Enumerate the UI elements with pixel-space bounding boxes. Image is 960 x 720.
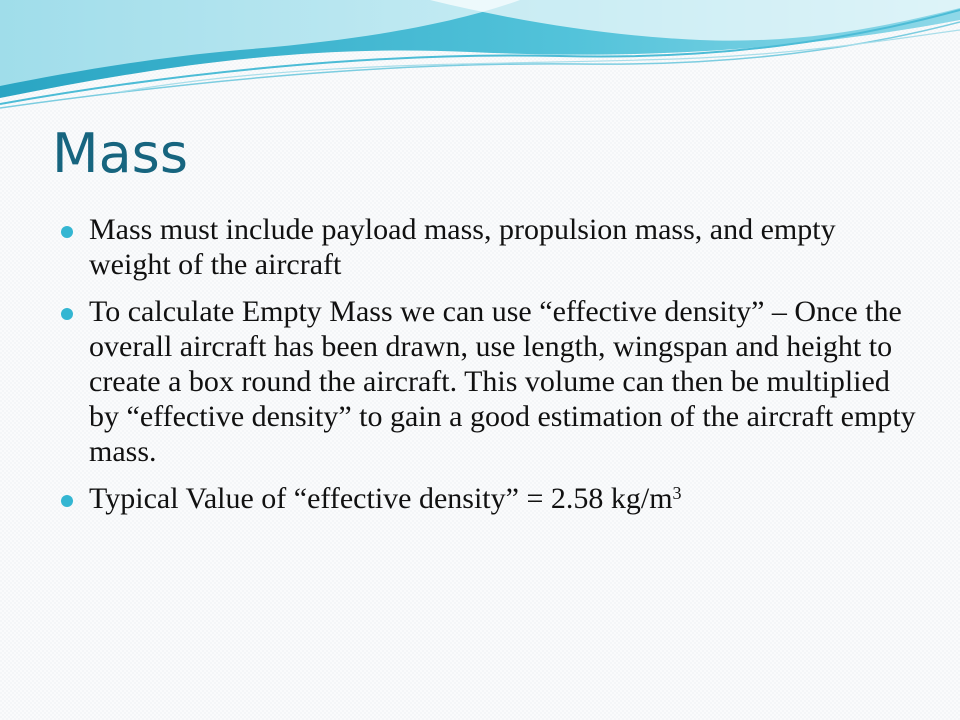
bullet-dot-icon bbox=[61, 495, 73, 507]
bullet-item bbox=[60, 481, 920, 516]
bullet-dot-icon bbox=[61, 226, 73, 238]
decorative-wave-banner bbox=[0, 0, 960, 130]
bullet-item bbox=[60, 294, 920, 469]
bullet-item bbox=[60, 212, 920, 282]
bullet-list bbox=[60, 212, 920, 528]
bullet-text: Mass must include payload mass, propulsion mass, and empty weight of the aircraft bbox=[89, 213, 836, 281]
bullet-text: To calculate Empty Mass we can use “effective density” – Once the overall aircraft has been drawn, use length, wingspan and height to create a box round the aircraft. This volume can then be multiplied by “effective density” to gain a good estimation of the aircraft empty mass. bbox=[89, 295, 916, 468]
bullet-text: Typical Value of “effective density” = 2.58 kg/m bbox=[89, 482, 673, 515]
slide-title: Mass bbox=[52, 122, 188, 185]
superscript: 3 bbox=[672, 483, 682, 503]
bullet-dot-icon bbox=[61, 308, 73, 320]
